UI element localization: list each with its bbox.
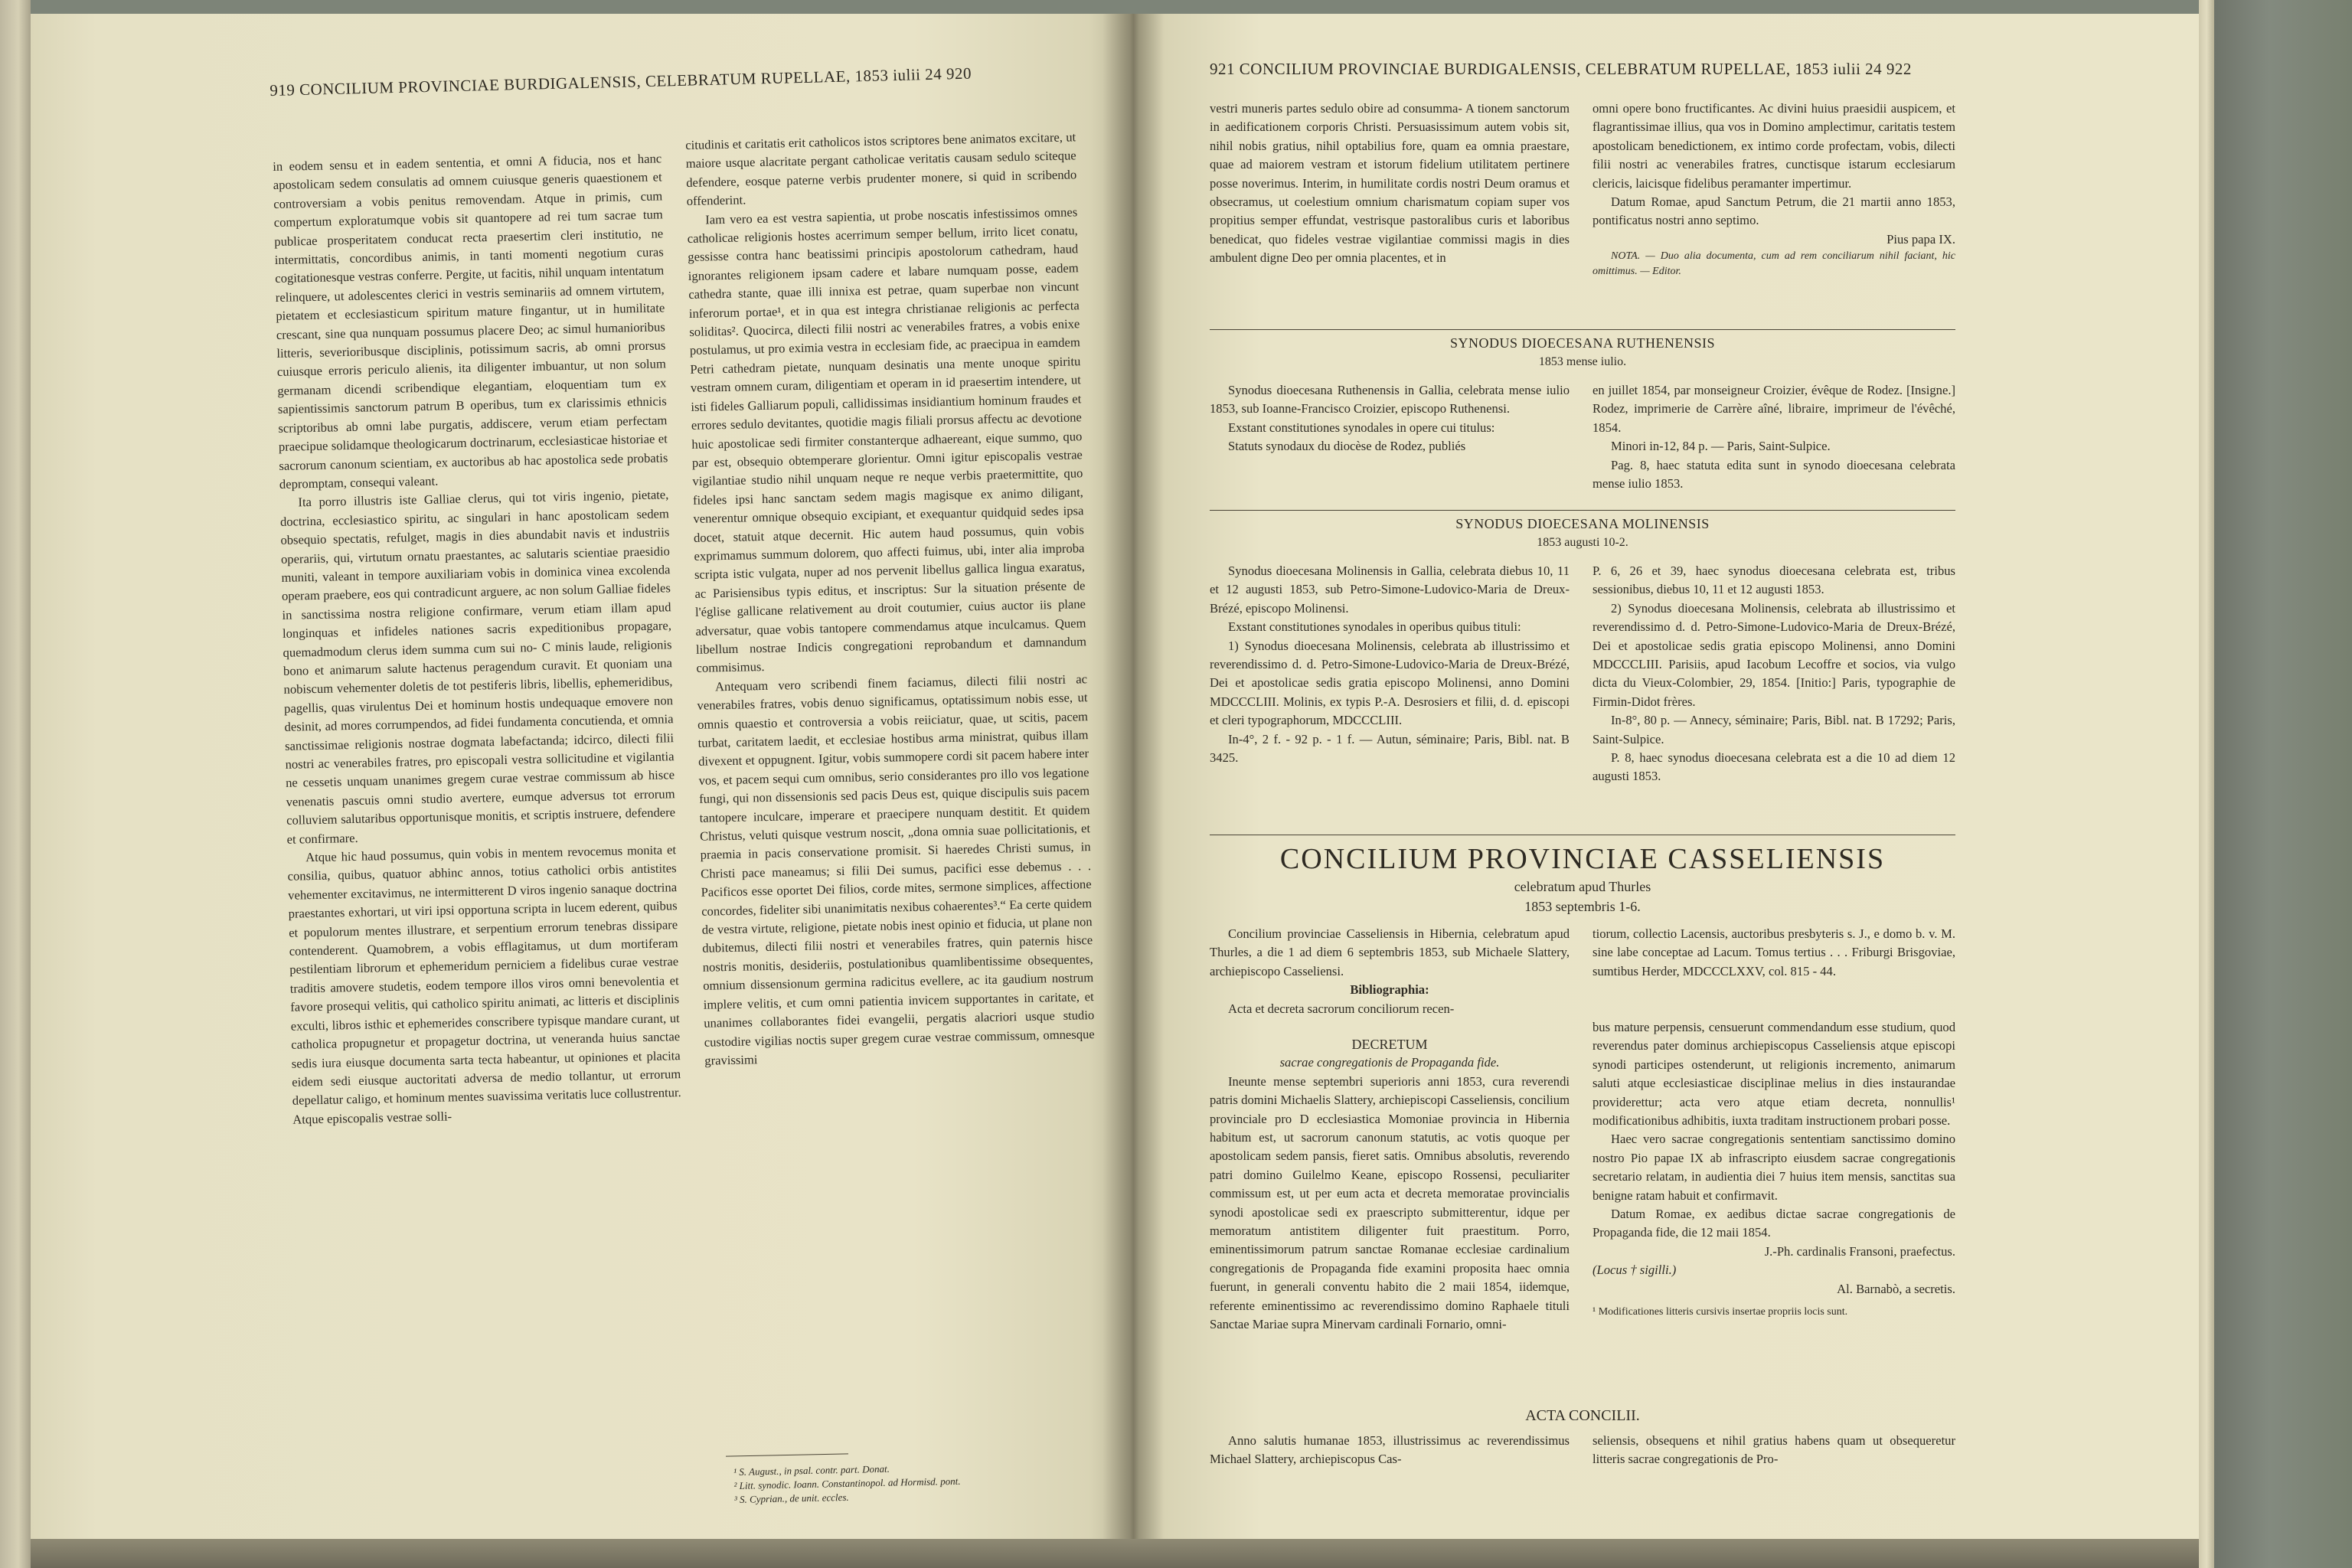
page-bottom-shadow bbox=[31, 1539, 2199, 1568]
left-column-b bbox=[685, 128, 1095, 1070]
right-page bbox=[1133, 14, 2199, 1553]
desk-background bbox=[2214, 0, 2352, 1568]
footnote: ³ S. Cyprian., de unit. eccles. bbox=[733, 1491, 849, 1505]
decretum-column-b bbox=[1592, 1018, 1955, 1320]
synod-rodez-date: 1853 mense iulio. bbox=[1538, 355, 1627, 368]
running-head-right: 921 CONCILIUM PROVINCIAE BURDIGALENSIS, CELEBRATUM RUPELLAE, 1853 iulii 24 922 bbox=[1210, 60, 1912, 78]
paragraph: 1) Synodus dioecesana Molinensis, celebrata ab illustrissimo et reverendissimo d. d. Petro-Simone-Ludovico-Maria de Dreux-Brézé, Dei et apostolicae sedis gratia episcopo Molinensi, anno Domini MDCCCLIII. Molinis, ex typis P.-A. Desrosiers et filii, d. d. episcopi et cleri typographorum, MDCCCLIII. bbox=[1210, 638, 1570, 728]
council-title: CONCILIUM PROVINCIAE CASSELIENSIS bbox=[1279, 843, 1886, 875]
acta-title: ACTA CONCILII. bbox=[1525, 1407, 1640, 1424]
footnote: ² Litt. synodic. Ioann. Constantinopol. ad Hormisd. pont. bbox=[733, 1475, 961, 1491]
paragraph: bus mature perpensis, censuerunt commendandum esse studium, quod reverendus pater dominus archiepiscopus Casseliensis atque episcopi synodi participes ostenderunt, ut religionis incremento, animarum saluti atque ecclesiasticae disciplinae melius in dies instaurandae providerettur; acta vero atque etiam decreta, nonnullis¹ modificationibus adhibitis, iuxta traditam instructionem probari posse. bbox=[1592, 1020, 1955, 1129]
synod-rodez-column-a bbox=[1210, 381, 1570, 456]
paragraph: Iam vero ea est vestra sapientia, ut probe noscatis infestissimos omnes catholicae religionis hostes acerrimum semper bellum, irrito licet conatu, gessisse contra hanc beatissimi principis apostolorum cathedram, haud ignorantes religionem ipsam cadere et labare numquam posse, eadem cathedra stante, quae illi innixa est petrae, quam superbae non vincunt inferorum portae¹, et in qua est integra christianae religionis ac perfecta soliditas². Quocirca, dilecti filii nostri ac venerabiles fratres, a vobis enixe postulamus, ut pro eximia vestra in ecclesiam fide, ac praecipua in eamdem Petri cathedram pietate, nunquam desinatis una mente unoque spiritu vestram omnem curam, diligentiam et operam in id praesertim intendere, ut isti fideles Galliarum populi, callidissimas insidiantium hominum fraudes et errores sedulo devitantes, quotidie magis filiali prorsus affectu ac devotione huic apostolicae sedi firmiter constanterque adhaereant, eique summo, quo par est, obsequio obtemperare glorientur. Omni igitur episcopalis vestrae vigilantiae studio nihil unquam neque re neque verbis praetermittite, quo fideles ipsi hanc sanctam sedem magis magisque ex animo diligant, venerentur omnique obsequio excipiant, et exequantur quidquid sedes ipsa docet, statuit atque decernit. Hic autem haud possumus, quin vobis exprimamus summum dolorem, quo affecti fuimus, ubi, inter alia improba scripta istic vulgata, nuper ad nos pervenit libellus gallica lingua exaratus, ac Parisiensibus typis editus, et inscriptus: Sur la situation présente de l'église gallicane relativement au droit coutumier, cuius auctor iis plane adversatur, quae vobis tantopere commendamus atque inculcamus. Quem libellum nostrae Indicis congregationi reprobandum et damnandum commisimus. bbox=[687, 204, 1087, 676]
paragraph: Anno salutis humanae 1853, illustrissimus ac reverendissimus Michael Slattery, archiepiscopus Cas- bbox=[1210, 1433, 1570, 1467]
council-date: 1853 septembris 1-6. bbox=[1524, 899, 1641, 914]
paragraph: Ineunte mense septembri superioris anni 1853, cura reverendi patris domini Michaelis Slattery, archiepiscopi Casseliensis, concilium provinciale pro D ecclesiastica Momoniae provincia in Hibernia habitum est, ut sacrorum canonum statutis, ac votis quoque per apostolicam sedem pansis, fieret satis. Omnibus absolutis, reverendo patri domino Guilelmo Keane, episcopo Rossensi, peculiariter commissum est, ut per eum acta et decreta memoratae provincialis synodi apostolicae sedi ex praescripto submitterentur, idque per memoratum antistitem diligenter fuit praestitum. Porro, eminentissimorum patrum sanctae Romanae ecclesiae cardinalium congregationis de Propaganda fide examini proposita haec omnia fuerunt, in generali conventu habito die 2 maii 1854, iidemque, referente eminentissimo ac reverendissimo domino Raphaele tituli Sanctae Mariae supra Minervam cardinali Fornario, omni- bbox=[1210, 1073, 1570, 1332]
paragraph: Pag. 8, haec statuta edita sunt in synodo dioecesana celebrata mense iulio 1853. bbox=[1592, 457, 1955, 492]
synod-rodez-title: SYNODUS DIOECESANA RUTHENENSIS bbox=[1449, 335, 1716, 351]
paragraph: in eodem sensu et in eadem sententia, et omni A fiducia, nos et hanc apostolicam sedem consulatis ad omnem cuiusque generis quaestionem et controversiam a vobis penitus removendam. Atque in primis, cum compertum exploratumque vobis sit quantopere ad rei tum sacrae tum publicae prosperitatem conducat recta praesertim cleri institutio, ne intermittatis, concordibus animis, in tanti momenti negotium curas cogitationesque vestras conferre. Pergite, ut facitis, nihil unquam intentatum relinquere, ut adolescentes clerici in vestris seminariis ad omnem virtutem, pietatem et ecclesiasticum spiritum mature fingantur, ut in humilitate crescant, sine qua nunquam possumus placere Deo; ac simul humanioribus litteris, severioribusque disciplinis, potissimum sacris, ab omni prorsus cuiusque erroris periculo alienis, ita diligenter imbuantur, ut non solum germanam dicendi scribendique elegantiam, eloquentiam tum ex sapientissimis sanctorum patrum B operibus, tum ex clarissimis ethnicis scriptoribus ab omni labe purgatis, addiscere, verum etiam perfectam praecipue solidamque theologicarum doctrinarum, ecclesiasticae historiae et sacrorum canonum scientiam, ex auctoribus ab hac apostolica sede probatis depromptam, consequi valeant. bbox=[273, 151, 668, 492]
paragraph: Minori in-12, 84 p. — Paris, Saint-Sulpice. bbox=[1611, 439, 1831, 454]
paragraph: omni opere bono fructificantes. Ac divini huius praesidii auspicem, et flagrantissimae illius, qua vos in Domino amplectimur, caritatis testem apostolicam benedictionem, ex intimo corde profectam, vobis, dilecti filii nostri ac venerabiles fratres, cunctisque istarum ecclesiarum clericis, laicisque fidelibus peramanter impertimur. bbox=[1592, 101, 1955, 191]
page-edges-right bbox=[2199, 0, 2214, 1568]
seal-note: (Locus † sigilli.) bbox=[1592, 1263, 1677, 1278]
synod-rodez-column-b bbox=[1592, 381, 1955, 493]
paragraph: Ita porro illustris iste Galliae clerus, qui tot viris ingenio, pietate, doctrina, ecclesiastico spiritu, ac singulari in hanc apostolicam sedem obsequio spectatis, refulget, magis in dies abundabit navis et industriis operariis, qui, virtutum ornatu praestantes, ac salutaris scientiae praesidio muniti, valeant in tempore auxiliariam vobis in dominica vinea excolenda operam praebere, eos qui contradicunt arguere, ac non solum Galliae fideles in sanctissima nostra religione confirmare, verum etiam illam apud longinquas et infideles nationes sacris expeditionibus propagare, quemadmodum clerus idem summa cum sui no- C minis laude, religionis bono et animarum salute hactenus peragendum curavit. Et quoniam una nobiscum vehementer doletis de tot pestiferis libris, libellis, ephemeridibus, pagellis, quas virulentus Dei et hominum hostis undequaque emovere non desinit, ad mores corrumpendos, ad fidei fundamenta concutienda, et omnia sanctissimae religionis nostrae dogmata labefactanda; idcirco, dilecti filii nostri ac venerabiles fratres, pro episcopali vestra sollicitudine et vigilantia ne cessetis unquam unanimes gregem curae vestrae commissum ab hisce venenatis pascuis omni studio avertere, eumque adversus tot errorum colluviem salutaribus opportunisque monitis, et scriptis instruere, defendere et confirmare. bbox=[279, 487, 676, 847]
synod-moulins-title: SYNODUS DIOECESANA MOLINENSIS bbox=[1455, 516, 1710, 531]
paragraph: vestri muneris partes sedulo obire ad consumma- A tionem sanctorum in aedificationem corporis Christi. Persuasissimum autem vobis sit, nihil nobis gratius, nihil optabilius fore, quam ea omnia praestare, quae ad maiorem vestram et istorum fidelium utilitatem pertinere posse noverimus. Interim, in humilitate cordis nostri Deum oramus et obsecramus, ut coelestium omnium charismatum copiam super vos propitius semper effundat, vestrisque pastoralibus curis et laboribus benedicat, quo fideles vestrae vigilantiae commissi magis in dies ambulent digne Deo per omnia placentes, et in bbox=[1210, 101, 1570, 266]
paragraph: 2) Synodus dioecesana Molinensis, celebrata ab illustrissimo et reverendissimo d. d. Petro-Simone-Ludovico-Maria de Dreux-Brézé, Dei et apostolicae sedis gratia episcopo Molinensi, anno Domini MDCCCLIII. Parisiis, apud Iacobum Lecoffre et socios, via vulgo dicta du Vieux-Colombier, 29, 1854. [Initio:] Paris, typographie de Firmin-Didot frères. bbox=[1592, 600, 1955, 709]
section-rule bbox=[1210, 510, 1955, 511]
paragraph: Atque hic haud possumus, quin vobis in mentem revocemus monita et consilia, quibus, quatuor abhinc annos, totius catholici orbis antistites vehementer excitavimus, ne intermitterent D viros ingenio sanaque doctrina praestantes exhortari, ut viri ipsi opportuna scripta in lucem ederent, quibus et populorum mentes illustrare, et serpentium errorum tenebras dissipare contenderent. Quamobrem, a vobis efflagitamus, ut dum mortiferam pestilentiam librorum et ephemeridum perniciem a fidelibus curae vestrae traditis amovere studetis, eodem tempore illos viros omni benevolentia et favore prosequi velitis, qui catholico spiritu animati, ac litteris et disciplinis exculti, libros isthic et ephemerides conscribere typisque mandare curant, ut catholica propugnetur et propagetur doctrina, ut veneranda huius sanctae sedis iura eiusque documenta sarta tecta habeantur, ut opiniones et placita eidem sedi eiusque auctoritati adversa de medio tollantur, ut errorum depellatur caligo, et hominum mentes suavissima veritatis luce collustrentur. Atque episcopalis vestrae solli- bbox=[287, 842, 681, 1127]
synod-moulins-column-b bbox=[1592, 562, 1955, 786]
signature: Al. Barnabò, a secretis. bbox=[1837, 1281, 1955, 1296]
synod-moulins-date: 1853 augusti 10-2. bbox=[1537, 536, 1628, 549]
paragraph: Exstant constitutiones synodales in operibus quibus tituli: bbox=[1228, 619, 1521, 635]
paragraph: Haec vero sacrae congregationis sententiam sanctissimo domino nostro Pio papae IX ab infrascripto eiusdem sacrae congregationis secretario relatam, in audientia diei 7 huius item mensis, sanctitas sua benigne ratam habuit et confirmavit. bbox=[1592, 1132, 1955, 1203]
footnotes-left bbox=[733, 1458, 1086, 1507]
paragraph: Synodus dioecesana Ruthenensis in Gallia, celebrata mense iulio 1853, sub Ioanne-Francisco Croizier, episcopo Ruthenensi. bbox=[1210, 383, 1570, 416]
decretum-column-a bbox=[1210, 1035, 1570, 1334]
book-edge-left bbox=[0, 0, 31, 1568]
editor-note: NOTA. — Duo alia documenta, cum ad rem conciliarum nihil faciant, hic omittimus. — Editor. bbox=[1592, 250, 1955, 278]
paragraph: Synodus dioecesana Molinensis in Gallia, celebrata diebus 10, 11 et 12 augusti 1853, sub Petro-Simone-Ludovico-Maria de Dreux-Brézé, episcopo Molinensi. bbox=[1210, 564, 1570, 616]
footnote: ¹ S. August., in psal. contr. part. Donat. bbox=[733, 1462, 890, 1478]
date-line: Datum Romae, ex aedibus dictae sacrae congregationis de Propaganda fide, die 12 maii 1854. bbox=[1592, 1207, 1955, 1240]
paragraph: tiorum, collectio Lacensis, auctoribus presbyteris s. J., e domo b. v. M. sine labe conceptae ad Lacum. Tomus tertius . . . Friburgi Brisgoviae, sumtibus Herder, MDCCCLXXV, col. 815 - 44. bbox=[1592, 926, 1955, 978]
footnote: ¹ Modificationes litteris cursivis insertae propriis locis sunt. bbox=[1592, 1306, 1848, 1318]
paragraph: Acta et decreta sacrorum conciliorum recen- bbox=[1228, 1001, 1455, 1016]
council-subtitle: celebratum apud Thurles bbox=[1514, 879, 1651, 894]
paragraph: In-4°, 2 f. - 92 p. - 1 f. — Autun, séminaire; Paris, Bibl. nat. B 3425. bbox=[1210, 731, 1570, 766]
paragraph: Statuts synodaux du diocèse de Rodez, publiés bbox=[1228, 439, 1466, 454]
running-head-left: 919 CONCILIUM PROVINCIAE BURDIGALENSIS, CELEBRATUM RUPELLAE, 1853 iulii 24 920 bbox=[270, 64, 972, 100]
paragraph: P. 6, 26 et 39, haec synodus dioecesana celebrata est, tribus sessionibus, diebus 10, 11 et 12 augusti 1853. bbox=[1592, 564, 1955, 597]
paragraph: Concilium provinciae Casseliensis in Hibernia, celebratum apud Thurles, a die 1 ad diem 6 septembris 1853, sub Michaele Slattery, archiepiscopo Casseliensi. bbox=[1210, 926, 1570, 978]
synod-moulins-column-a bbox=[1210, 562, 1570, 767]
paragraph: Exstant constitutiones synodales in opere cui titulus: bbox=[1228, 420, 1495, 435]
date-line: Datum Romae, apud Sanctum Petrum, die 21 martii anno 1853, pontificatus nostri anno septimo. bbox=[1592, 194, 1955, 228]
left-column-a bbox=[273, 149, 681, 1129]
council-column-a bbox=[1210, 925, 1570, 1018]
signature: J.-Ph. cardinalis Fransoni, praefectus. bbox=[1764, 1243, 1955, 1259]
decretum-title: DECRETUM bbox=[1351, 1037, 1428, 1052]
right-top-column-a bbox=[1210, 100, 1570, 268]
decretum-subtitle: sacrae congregationis de Propaganda fide. bbox=[1279, 1055, 1500, 1070]
paragraph: P. 8, haec synodus dioecesana celebrata est a die 10 ad diem 12 augusti 1853. bbox=[1592, 750, 1955, 784]
acta-column-a bbox=[1210, 1432, 1570, 1469]
left-page bbox=[31, 14, 1133, 1553]
acta-column-b bbox=[1592, 1432, 1955, 1469]
paragraph: In-8°, 80 p. — Annecy, séminaire; Paris, Bibl. nat. B 17292; Paris, Saint-Sulpice. bbox=[1592, 713, 1955, 746]
paragraph: citudinis et caritatis erit catholicos istos scriptores bene animatos excitare, ut maiore usque alacritate pergant catholicae veritatis causam sedulo sciteque defendere, eosque paterne verbis prudenter monere, si quid in scribendo offenderint. bbox=[685, 129, 1077, 209]
signature: Pius papa IX. bbox=[1886, 231, 1955, 247]
book-gutter bbox=[1102, 14, 1164, 1539]
paragraph: Antequam vero scribendi finem faciamus, dilecti filii nostri ac venerabiles fratres, vobis denuo significamus, optatissimum nobis esse, ut omnis quaestio et controversia a vobis reiiciatur, quae, ut scitis, pacem turbat, caritatem laedit, et ecclesiae hostibus arma ministrat, quibus illam divexent et oppugnent. Igitur, vobis summopere cordi sit pacem habere inter vos, et pacem sequi cum omnibus, serio considerantes pro illo vos legatione fungi, qui non dissensionis sed pacis Deus est, quique discipulis suis pacem tantopere inculcare, imperare et praecipere nunquam destitit. Et quidem Christus, veluti quisque vestrum noscit, „dona omnia suae pollicitationis, et praemia in pacis conservatione promisit. Si haeredes Christi sumus, in Christi pace maneamus; si filii Dei sumus, pacifici esse debemus . . . Pacificos esse oportet Dei filios, corde mites, sermone simplices, affectione concordes, fideliter sibi unanimitatis nexibus cohaerentes³.“ Ea certe quidem de vestra virtute, religione, pietate nobis inest opinio et fiducia, ut plane non dubitemus, dilecti filii nostri et venerabiles fratres, quin paternis hisce nostris monitis, desideriis, postulationibus quamlibentissime obsequentes, omnium dissensionum germina radicitus evellere, ac ita gaudium nostrum implere velitis, et cum omni patientia invicem supportantes in caritate, et unanimes collaborantes fidei evangelii, pergatis alacriori usque studio custodire vigilias noctis super gregem curae vestrae commissum, omnesque gravissimi bbox=[697, 671, 1095, 1068]
right-top-column-b bbox=[1592, 100, 1955, 279]
footnote-rule bbox=[726, 1453, 848, 1456]
section-rule bbox=[1210, 329, 1955, 330]
paragraph: seliensis, obsequens et nihil gratius habens quam ut obsequeretur litteris sacrae congregationis de Pro- bbox=[1592, 1433, 1955, 1467]
council-column-b bbox=[1592, 925, 1955, 981]
bibliography-heading: Bibliographia: bbox=[1350, 982, 1429, 998]
paragraph: en juillet 1854, par monseigneur Croizier, évêque de Rodez. [Insigne.] Rodez, imprimerie de Carrère aîné, libraire, imprimeur de l'évêché, 1854. bbox=[1592, 383, 1955, 435]
